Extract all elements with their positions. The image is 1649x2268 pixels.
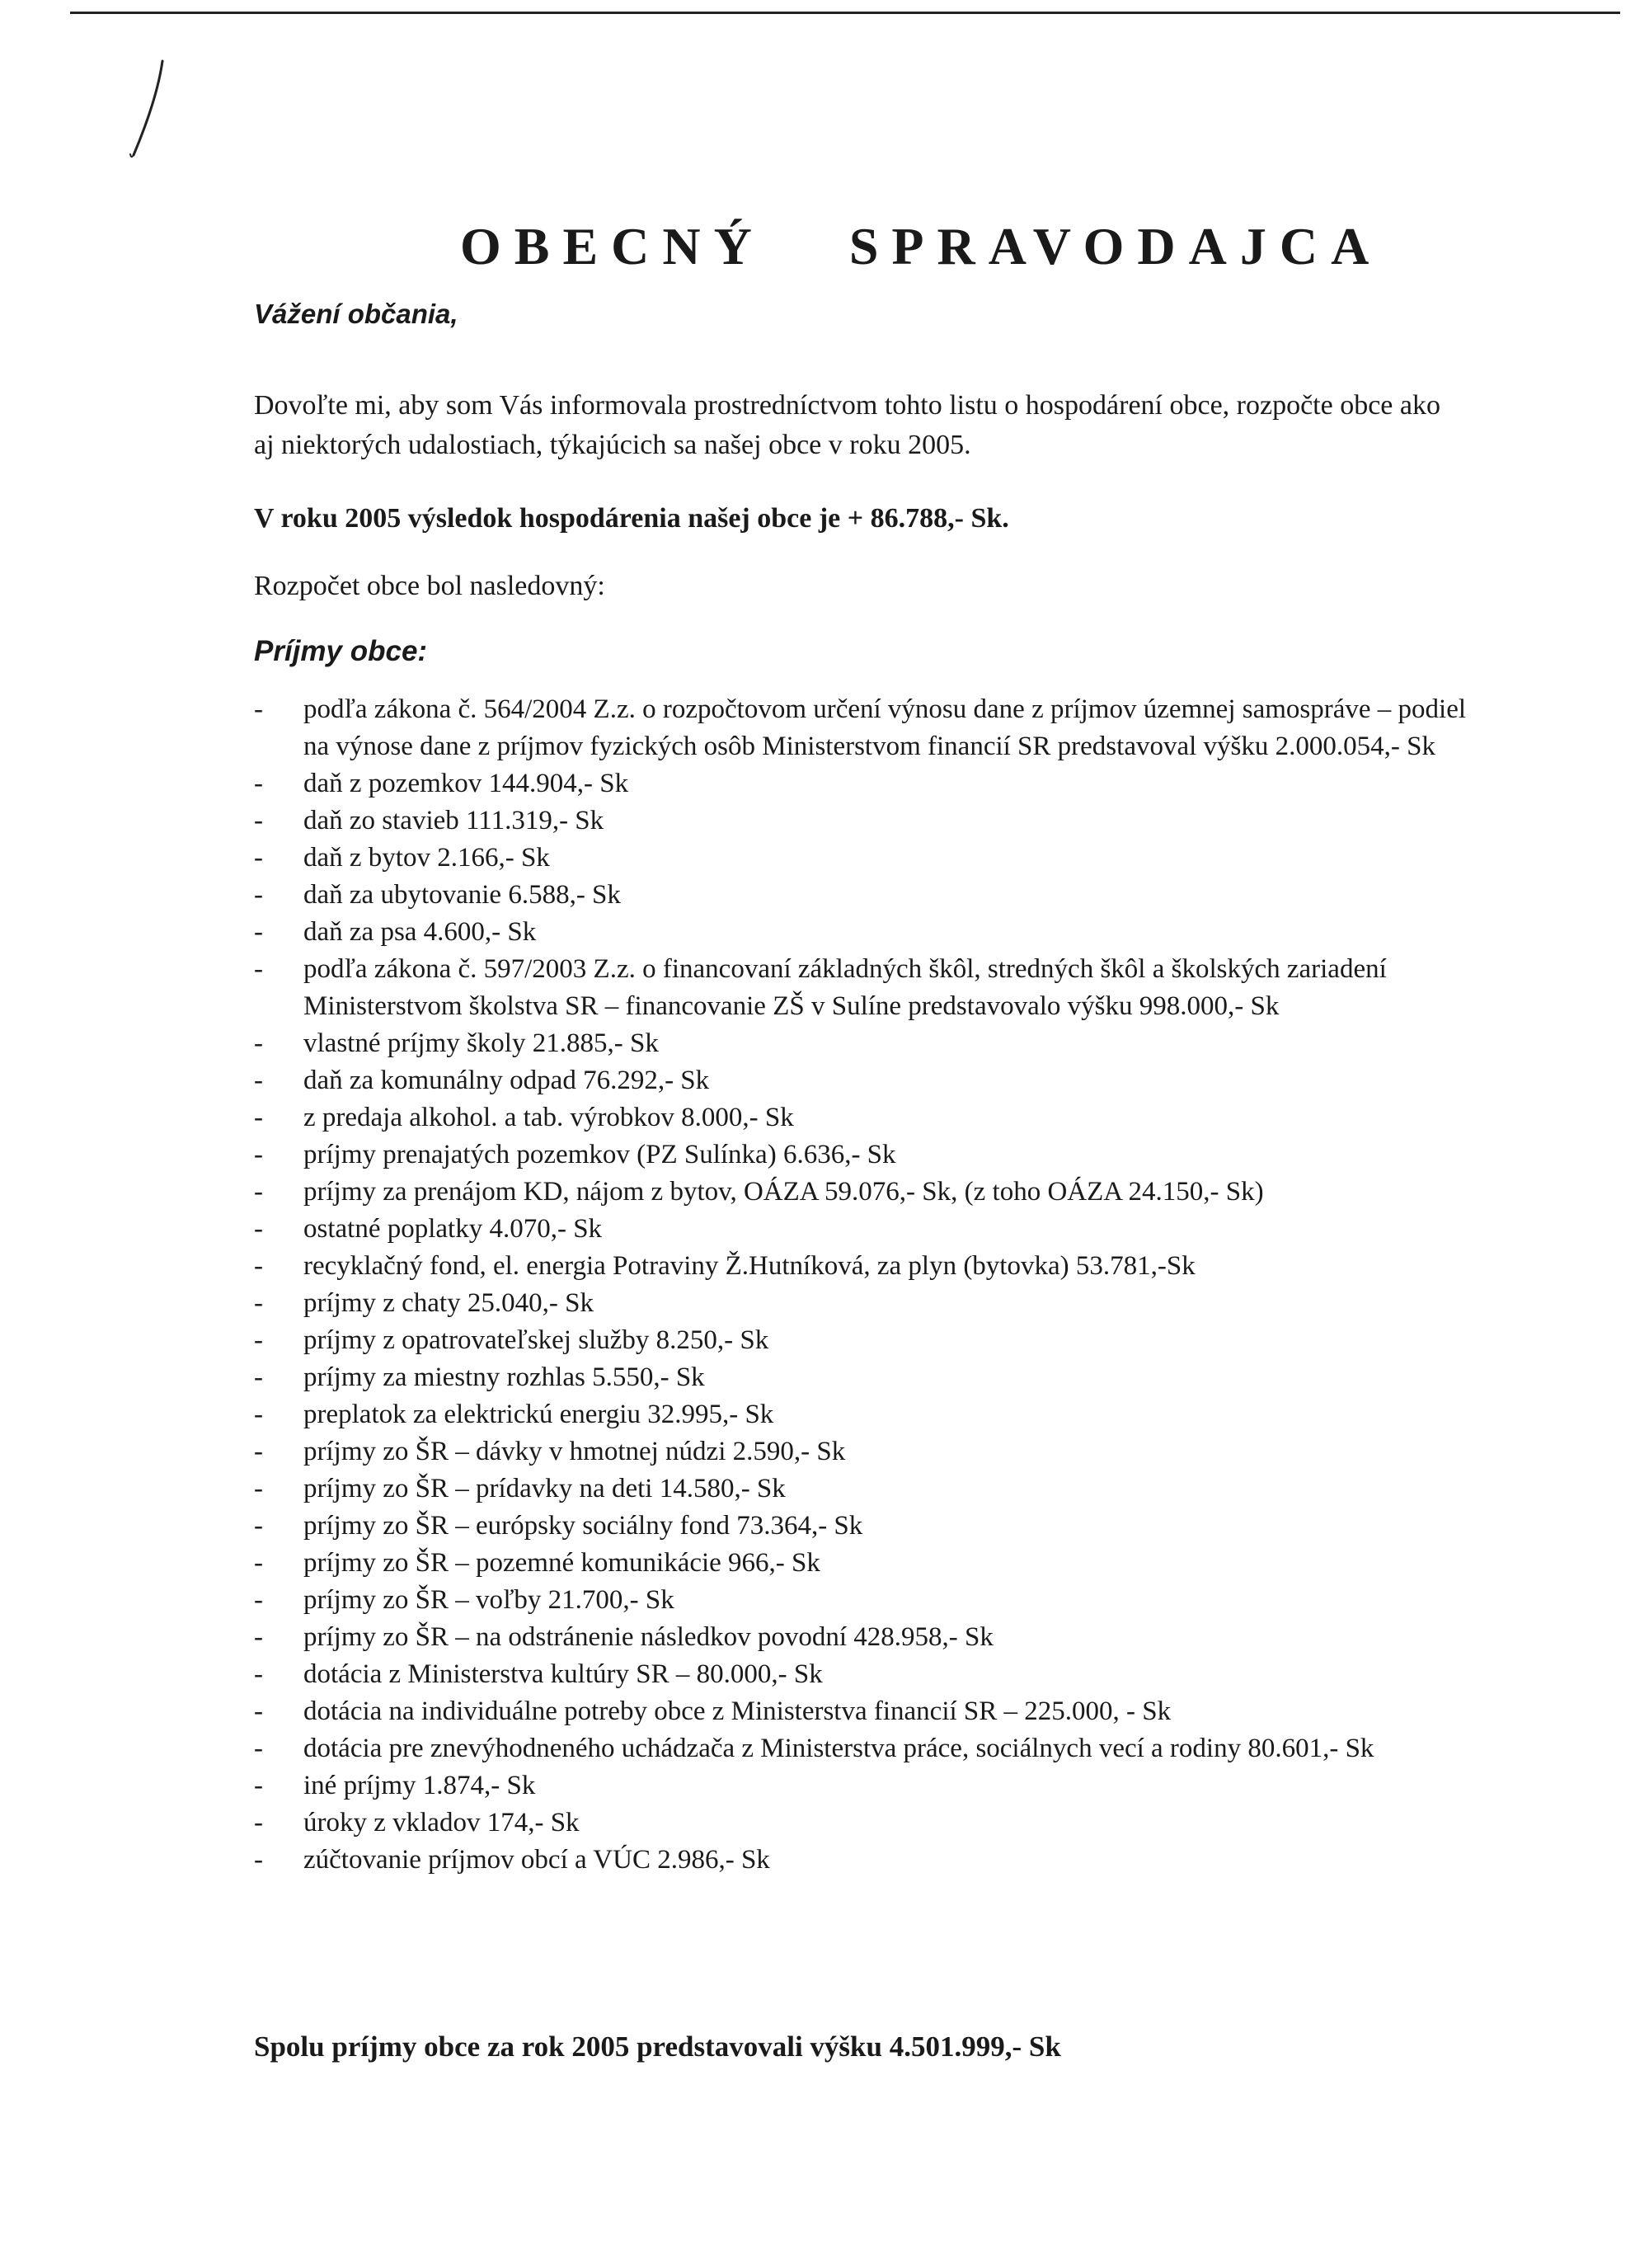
- page-title: OBECNÝ SPRAVODAJCA: [460, 217, 1383, 275]
- income-item: - daň za psa 4.600,- Sk: [254, 914, 1491, 951]
- income-item: - ostatné poplatky 4.070,- Sk: [254, 1211, 1491, 1248]
- income-item: - úroky z vkladov 174,- Sk: [254, 1805, 1491, 1842]
- income-heading: Príjmy obce:: [254, 635, 428, 667]
- income-item: - dotácia z Ministerstva kultúry SR – 80.000,- Sk: [254, 1656, 1491, 1693]
- income-item: - z predaja alkohol. a tab. výrobkov 8.000,- Sk: [254, 1099, 1491, 1136]
- budget-intro: Rozpočet obce bol nasledovný:: [254, 571, 605, 601]
- income-item: - príjmy prenajatých pozemkov (PZ Sulínka) 6.636,- Sk: [254, 1136, 1491, 1174]
- income-item: - príjmy z chaty 25.040,- Sk: [254, 1285, 1491, 1322]
- income-item: - daň za ubytovanie 6.588,- Sk: [254, 877, 1491, 914]
- income-item: - vlastné príjmy školy 21.885,- Sk: [254, 1025, 1491, 1062]
- income-item: - dotácia pre znevýhodneného uchádzača z Ministerstva práce, sociálnych vecí a rodiny 80.601,- Sk: [254, 1730, 1491, 1767]
- income-item: - daň z bytov 2.166,- Sk: [254, 840, 1491, 877]
- income-item: - príjmy za miestny rozhlas 5.550,- Sk: [254, 1359, 1491, 1396]
- handwritten-slash-mark: [124, 58, 173, 161]
- income-item: - príjmy zo ŠR – na odstránenie následkov povodní 428.958,- Sk: [254, 1619, 1491, 1656]
- income-item: - daň za komunálny odpad 76.292,- Sk: [254, 1062, 1491, 1099]
- income-item: - daň zo stavieb 111.319,- Sk: [254, 802, 1491, 840]
- income-item: - daň z pozemkov 144.904,- Sk: [254, 765, 1491, 802]
- income-item: - zúčtovanie príjmov obcí a VÚC 2.986,- Sk: [254, 1842, 1491, 1879]
- income-item: - príjmy zo ŠR – európsky sociálny fond 73.364,- Sk: [254, 1508, 1491, 1545]
- income-item: - podľa zákona č. 564/2004 Z.z. o rozpočtovom určení výnosu dane z príjmov územnej samospráve – podiel na výnose dane z príjmov fyzických osôb Ministerstvom financií SR predstavoval výšku 2.000.054,- Sk: [254, 691, 1491, 765]
- income-list: [254, 691, 1491, 1879]
- income-item: - príjmy zo ŠR – voľby 21.700,- Sk: [254, 1582, 1491, 1619]
- greeting: Vážení občania,: [254, 299, 458, 329]
- income-item: - recyklačný fond, el. energia Potraviny Ž.Hutníková, za plyn (bytovka) 53.781,-Sk: [254, 1248, 1491, 1285]
- income-item: - iné príjmy 1.874,- Sk: [254, 1767, 1491, 1805]
- intro-paragraph: Dovoľte mi, aby som Vás informovala prostredníctvom tohto listu o hospodárení obce, rozpočte obce ako aj niektorých udalostiach, týkajúcich sa našej obce v roku 2005.: [254, 390, 1440, 460]
- income-item: - preplatok za elektrickú energiu 32.995,- Sk: [254, 1396, 1491, 1433]
- income-item: - dotácia na individuálne potreby obce z Ministerstva financií SR – 225.000, - Sk: [254, 1693, 1491, 1730]
- income-item: - príjmy zo ŠR – pozemné komunikácie 966,- Sk: [254, 1545, 1491, 1582]
- income-item: - príjmy zo ŠR – prídavky na deti 14.580,- Sk: [254, 1470, 1491, 1508]
- income-item: - príjmy za prenájom KD, nájom z bytov, OÁZA 59.076,- Sk, (z toho OÁZA 24.150,- Sk): [254, 1174, 1491, 1211]
- income-item: - príjmy zo ŠR – dávky v hmotnej núdzi 2.590,- Sk: [254, 1433, 1491, 1470]
- income-item: - podľa zákona č. 597/2003 Z.z. o financovaní základných škôl, stredných škôl a školských zariadení Ministerstvom školstva SR – financovanie ZŠ v Sulíne predstavovalo výšku 998.000,- Sk: [254, 951, 1491, 1025]
- economic-result: V roku 2005 výsledok hospodárenia našej obce je + 86.788,- Sk.: [254, 503, 1009, 534]
- income-item: - príjmy z opatrovateľskej služby 8.250,- Sk: [254, 1322, 1491, 1359]
- top-rule: [70, 12, 1620, 14]
- income-total: Spolu príjmy obce za rok 2005 predstavovali výšku 4.501.999,- Sk: [254, 2030, 1061, 2063]
